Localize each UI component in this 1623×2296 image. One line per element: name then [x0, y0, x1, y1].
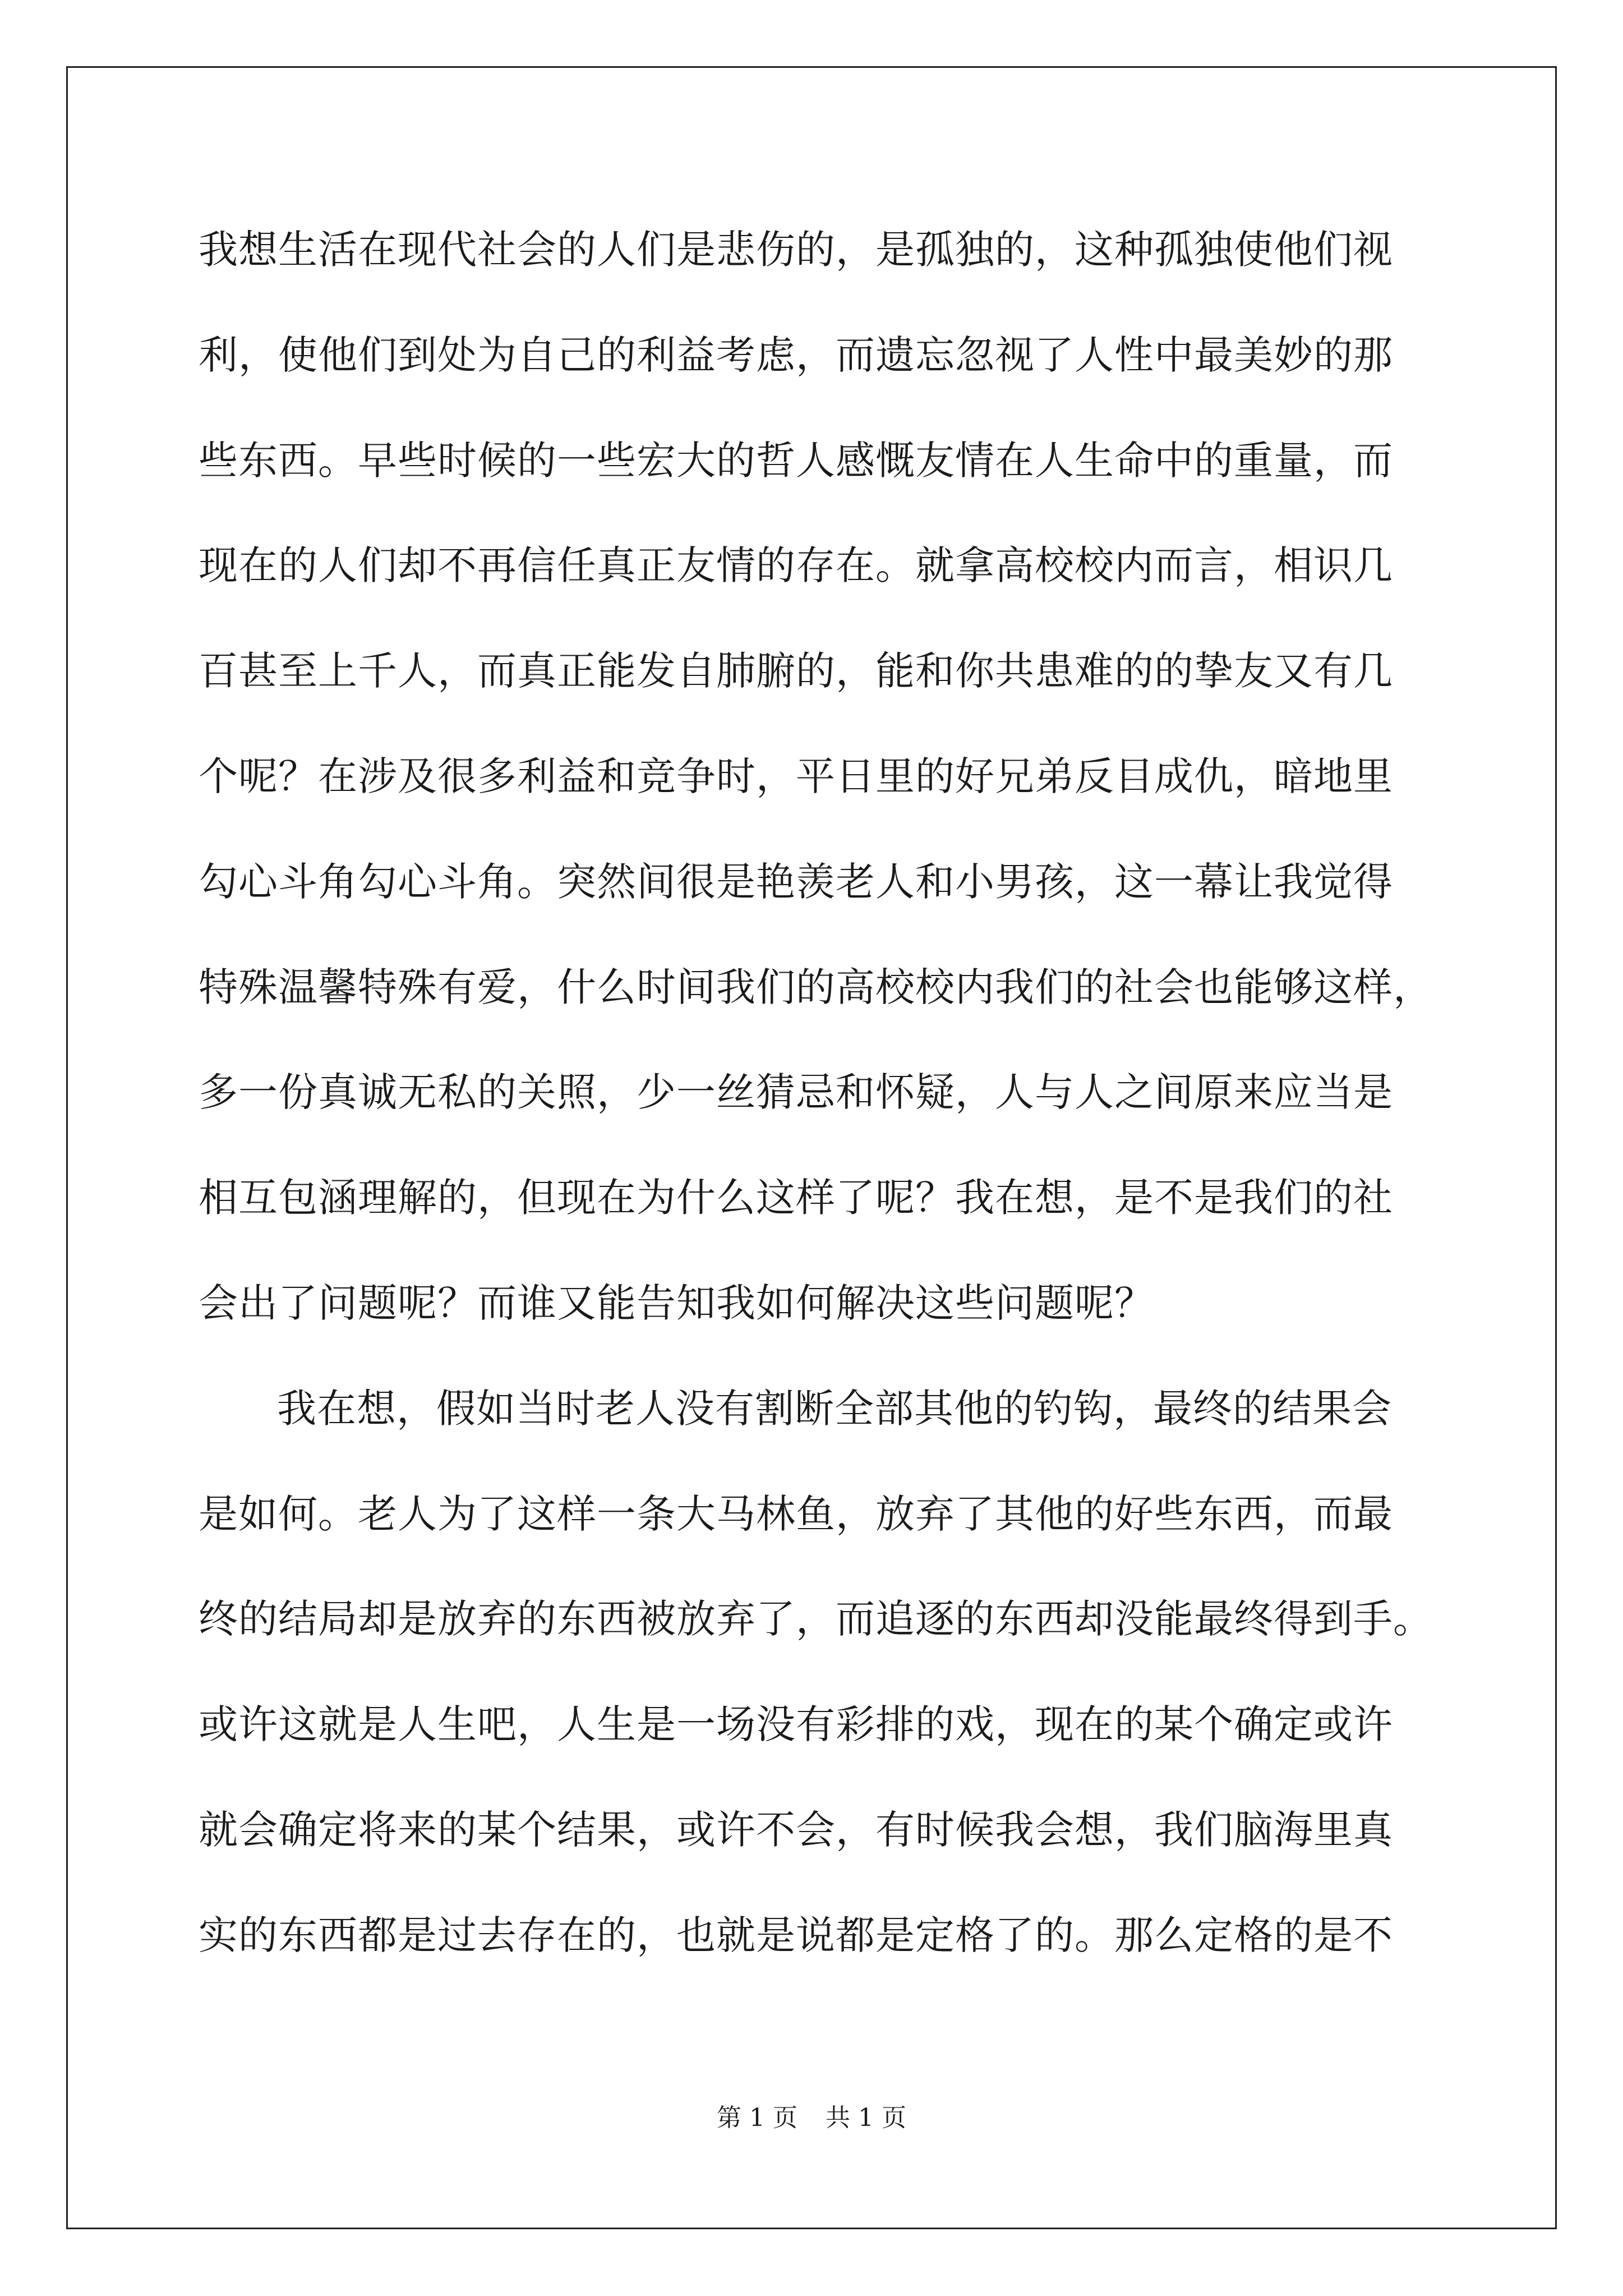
text-line: 会出了问题呢？而谁又能告知我如何解决这些问题呢？: [199, 1280, 1154, 1326]
text-line: 实的东西都是过去存在的，也就是说都是定格了的。那么定格的是不: [199, 1912, 1393, 1958]
page-total: 共 1 页: [826, 2104, 906, 2132]
text-line: 就会确定将来的某个结果，或许不会，有时候我会想，我们脑海里真: [199, 1806, 1393, 1853]
page-footer: [0, 2101, 1623, 2135]
text-line: 多一份真诚无私的关照，少一丝猜忌和怀疑，人与人之间原来应当是: [199, 1069, 1393, 1116]
text-line: 或许这就是人生吧，人生是一场没有彩排的戏，现在的某个确定或许: [199, 1701, 1393, 1748]
text-line: 勾心斗角勾心斗角。突然间很是艳羡老人和小男孩，这一幕让我觉得: [199, 858, 1393, 905]
text-line: 相互包涵理解的，但现在为什么这样了呢？我在想，是不是我们的社: [199, 1175, 1393, 1221]
text-line: 现在的人们却不再信任真正友情的存在。就拿高校校内而言，相识几: [199, 542, 1393, 589]
text-line: 是如何。老人为了这样一条大马林鱼，放弃了其他的好些东西，而最: [199, 1490, 1393, 1537]
text-line: 利，使他们到处为自己的利益考虑，而遗忘忽视了人性中最美妙的那: [199, 332, 1393, 378]
text-line: 我想生活在现代社会的人们是悲伤的，是孤独的，这种孤独使他们视: [199, 227, 1393, 273]
text-line: 百甚至上千人，而真正能发自肺腑的，能和你共患难的的挚友又有几: [199, 648, 1393, 694]
document-body: [199, 210, 1432, 2001]
page-number: 第 1 页: [717, 2104, 797, 2132]
text-line: 终的结局却是放弃的东西被放弃了，而追逐的东西却没能最终得到手。: [199, 1596, 1433, 1642]
text-line: 特殊温馨特殊有爱，什么时间我们的高校校内我们的社会也能够这样，: [199, 964, 1433, 1010]
text-line: 些东西。早些时候的一些宏大的哲人感慨友情在人生命中的重量，而: [199, 437, 1393, 484]
text-line: 个呢？在涉及很多利益和竞争时，平日里的好兄弟反目成仇，暗地里: [199, 753, 1393, 799]
paragraph-first-line: 我在想，假如当时老人没有割断全部其他的钓钩，最终的结果会: [277, 1385, 1392, 1432]
